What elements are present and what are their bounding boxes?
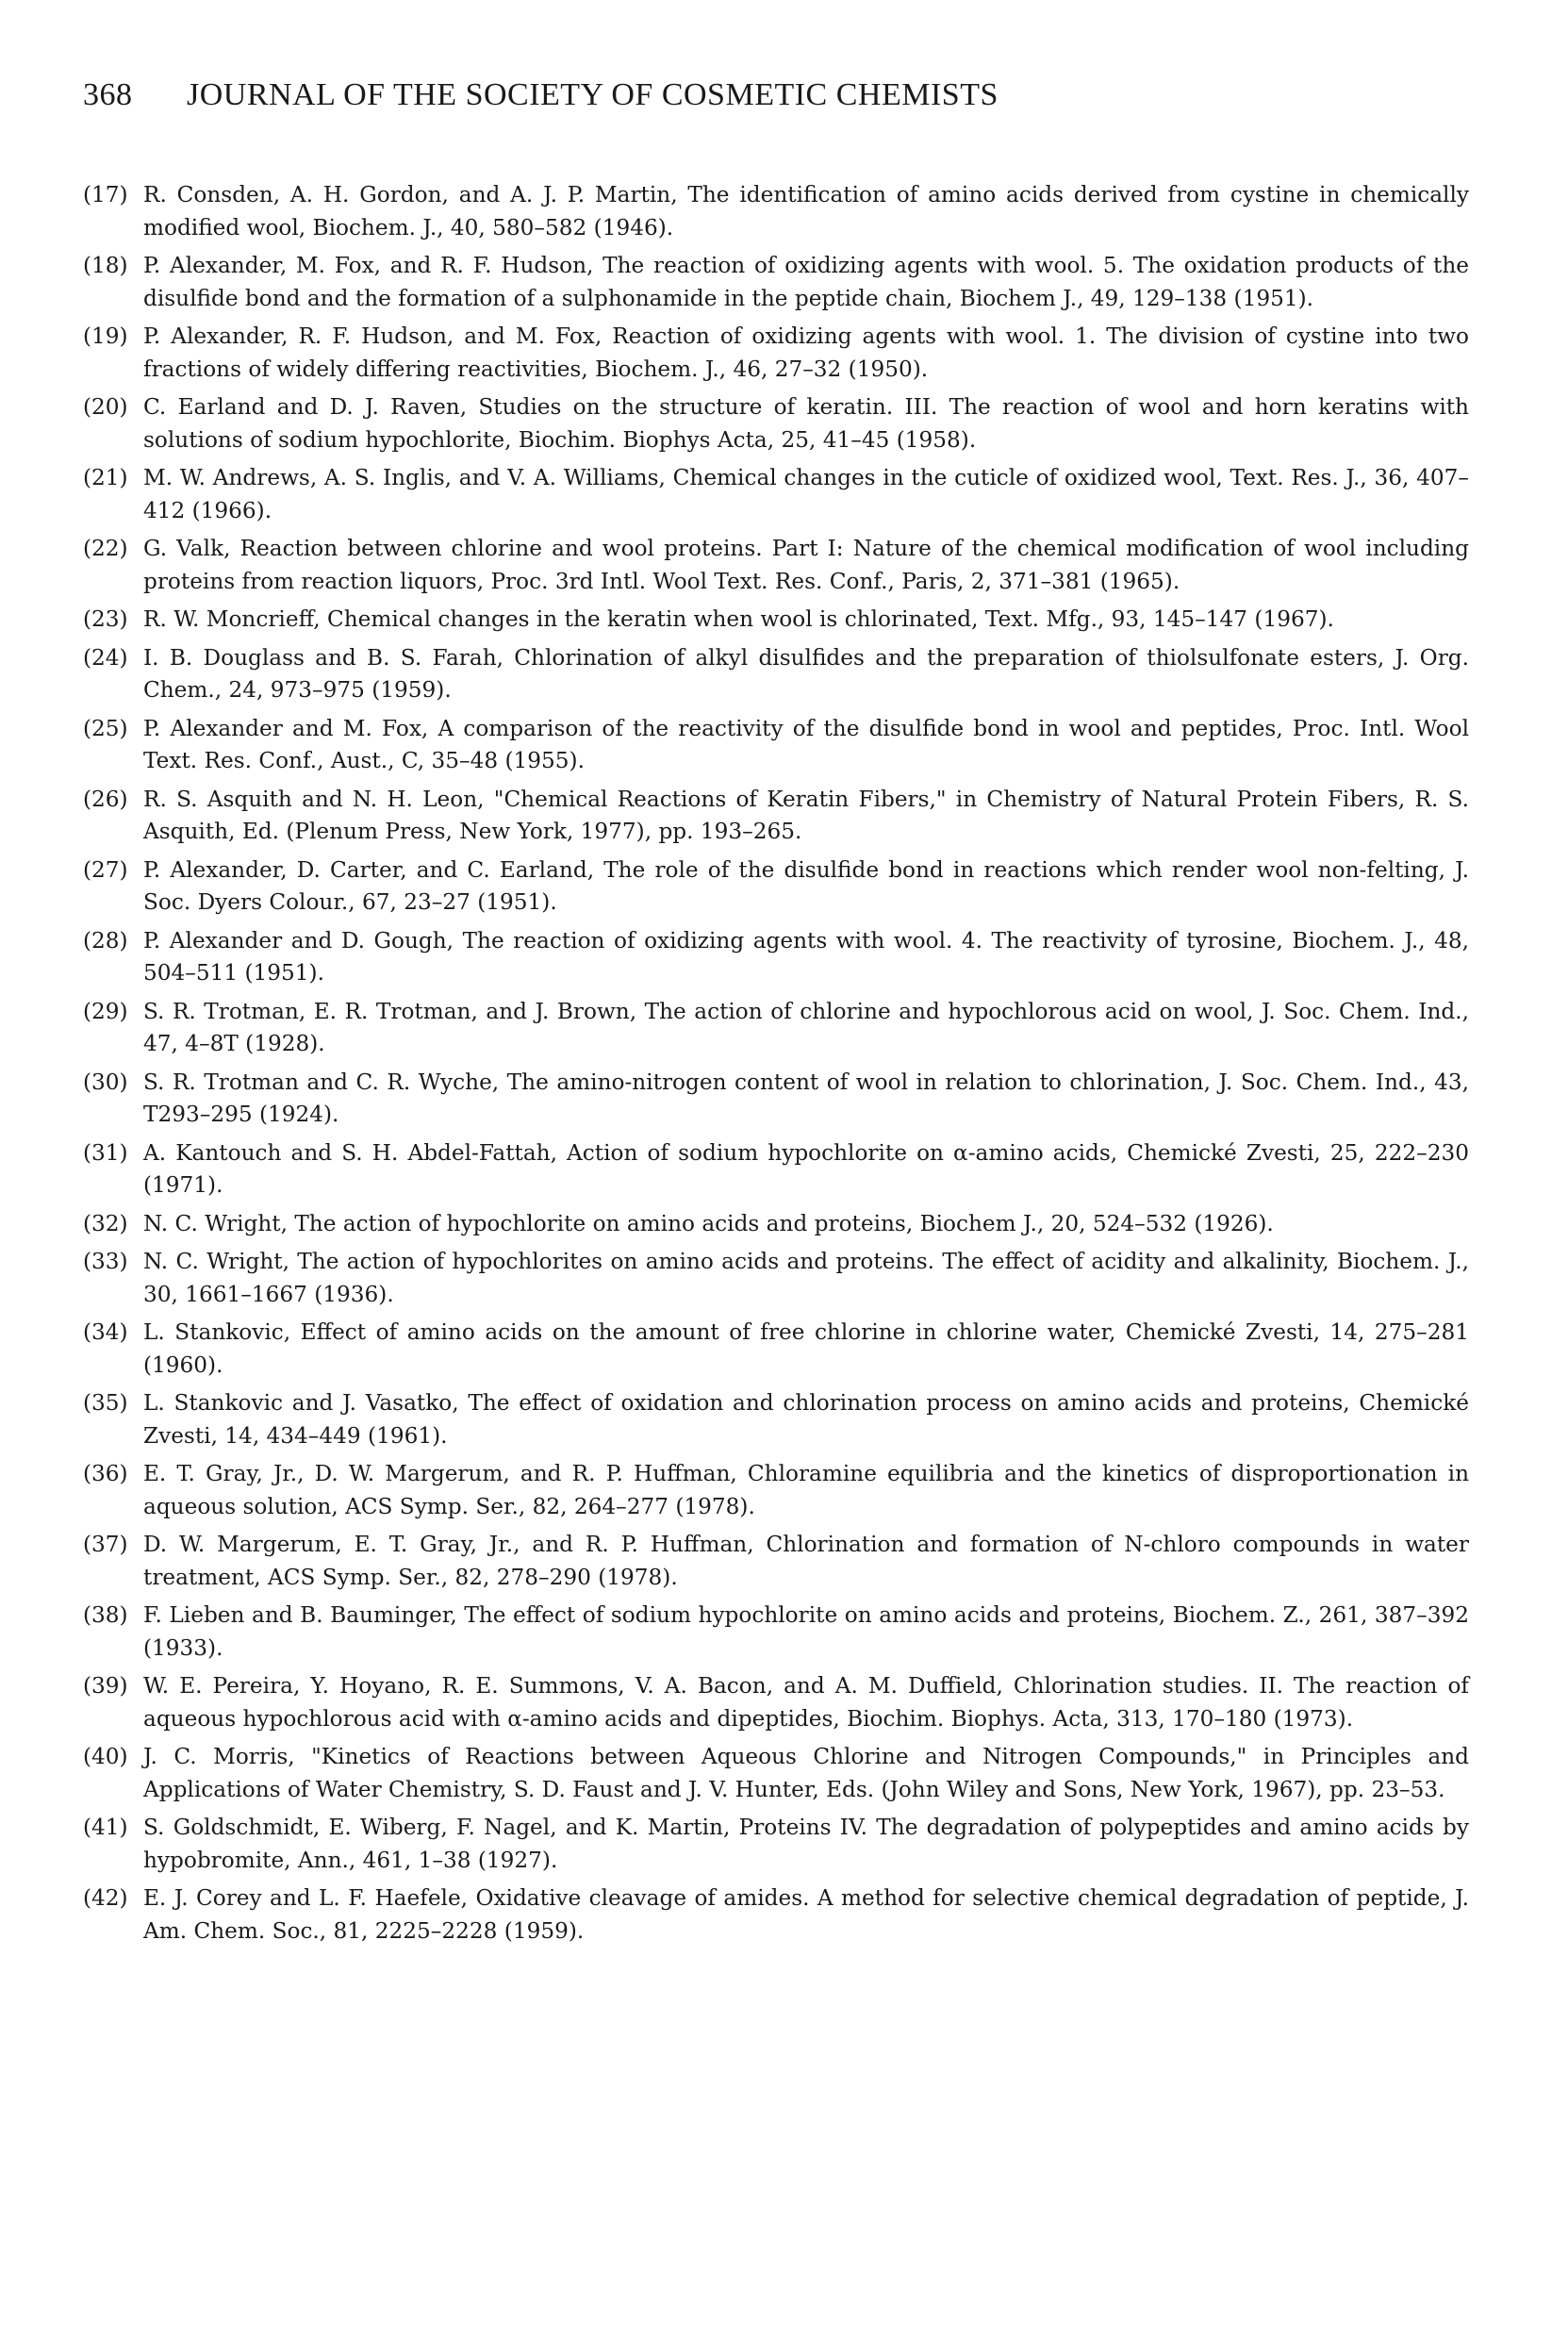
reference-number: (24) <box>83 644 128 671</box>
reference-number: (25) <box>83 715 128 741</box>
reference-text: R. Consden, A. H. Gordon, and A. J. P. Martin, The identification of amino acids derived from cystine in chemically modified wool, Biochem. J., 40, 580–582 (1946). <box>143 182 1469 240</box>
reference-item <box>83 1387 1469 1452</box>
reference-item <box>83 713 1469 778</box>
reference-text: J. C. Morris, "Kinetics of Reactions between Aqueous Chlorine and Nitrogen Compounds," in Principles and Applications of Water Chemistry, S. D. Faust and J. V. Hunter, Eds. (John Wiley and Sons, New York, 1967), pp. 23–53. <box>143 1744 1469 1802</box>
reference-item <box>83 1812 1469 1877</box>
reference-item <box>83 925 1469 990</box>
page-number: 368 <box>83 77 133 112</box>
reference-number: (36) <box>83 1461 128 1486</box>
reference-text: R. W. Moncrieff, Chemical changes in the keratin when wool is chlorinated, Text. Mfg., 93, 145–147 (1967). <box>143 606 1334 632</box>
reference-number: (31) <box>83 1139 128 1166</box>
reference-text: L. Stankovic, Effect of amino acids on the amount of free chlorine in chlorine water, Chemické Zvesti, 14, 275–281 (1960). <box>143 1319 1469 1378</box>
reference-item <box>83 1670 1469 1735</box>
reference-text: I. B. Douglass and B. S. Farah, Chlorination of alkyl disulfides and the preparation of thiolsulfonate esters, J. Org. Chem., 24, 973–975 (1959). <box>143 644 1469 703</box>
reference-number: (41) <box>83 1815 128 1840</box>
reference-item <box>83 321 1469 386</box>
reference-number: (18) <box>83 253 128 278</box>
reference-item <box>83 996 1469 1061</box>
reference-text: M. W. Andrews, A. S. Inglis, and V. A. Williams, Chemical changes in the cuticle of oxidized wool, Text. Res. J., 36, 407–412 (1966). <box>143 465 1469 523</box>
reference-text: L. Stankovic and J. Vasatko, The effect of oxidation and chlorination process on amino acids and proteins, Chemické Zvesti, 14, 434–449 (1961). <box>143 1390 1469 1449</box>
reference-item <box>83 1317 1469 1382</box>
reference-number: (39) <box>83 1673 128 1699</box>
reference-number: (33) <box>83 1249 128 1274</box>
journal-title: JOURNAL OF THE SOCIETY OF COSMETIC CHEMISTS <box>187 77 999 112</box>
reference-item <box>83 642 1469 707</box>
reference-item <box>83 1067 1469 1132</box>
page-header <box>83 77 1497 123</box>
reference-item <box>83 391 1469 456</box>
reference-text: S. R. Trotman and C. R. Wyche, The amino-nitrogen content of wool in relation to chlorination, J. Soc. Chem. Ind., 43, T293–295 (1924). <box>143 1069 1469 1127</box>
reference-text: N. C. Wright, The action of hypochlorites on amino acids and proteins. The effect of acidity and alkalinity, Biochem. J., 30, 1661–1667 (1936). <box>143 1249 1469 1307</box>
reference-item <box>83 784 1469 849</box>
reference-number: (22) <box>83 536 128 561</box>
reference-item <box>83 1600 1469 1665</box>
reference-text: C. Earland and D. J. Raven, Studies on the structure of keratin. III. The reaction of wool and horn keratins with solutions of sodium hypochlorite, Biochim. Biophys Acta, 25, 41–45 (1958). <box>143 394 1469 453</box>
reference-number: (17) <box>83 182 128 207</box>
reference-text: N. C. Wright, The action of hypochlorite on amino acids and proteins, Biochem J., 20, 524–532 (1926). <box>143 1210 1274 1236</box>
reference-text: E. J. Corey and L. F. Haefele, Oxidative cleavage of amides. A method for selective chemical degradation of peptide, J. Am. Chem. Soc., 81, 2225–2228 (1959). <box>143 1885 1469 1944</box>
reference-number: (26) <box>83 786 128 812</box>
reference-text: S. R. Trotman, E. R. Trotman, and J. Brown, The action of chlorine and hypochlorous acid on wool, J. Soc. Chem. Ind., 47, 4–8T (1928). <box>143 998 1469 1056</box>
reference-text: P. Alexander, M. Fox, and R. F. Hudson, The reaction of oxidizing agents with wool. 5. The oxidation products of the disulfide bond and the formation of a sulphonamide in the peptide chain, Biochem J., 49, 129–138 (1951). <box>143 253 1469 311</box>
reference-list <box>83 179 1469 1953</box>
reference-item <box>83 1882 1469 1948</box>
reference-number: (32) <box>83 1210 128 1236</box>
reference-text: G. Valk, Reaction between chlorine and wool proteins. Part I: Nature of the chemical modification of wool including proteins from reaction liquors, Proc. 3rd Intl. Wool Text. Res. Conf., Paris, 2, 371–381 (1965). <box>143 536 1469 594</box>
reference-item <box>83 1246 1469 1311</box>
reference-number: (40) <box>83 1744 128 1769</box>
reference-item <box>83 1137 1469 1202</box>
reference-item <box>83 250 1469 315</box>
reference-number: (34) <box>83 1319 128 1345</box>
reference-number: (27) <box>83 856 128 883</box>
reference-number: (37) <box>83 1532 128 1557</box>
reference-text: D. W. Margerum, E. T. Gray, Jr., and R. P. Huffman, Chlorination and formation of N-chloro compounds in water treatment, ACS Symp. Ser., 82, 278–290 (1978). <box>143 1532 1469 1590</box>
reference-number: (28) <box>83 927 128 953</box>
reference-number: (42) <box>83 1885 128 1911</box>
reference-text: S. Goldschmidt, E. Wiberg, F. Nagel, and K. Martin, Proteins IV. The degradation of polypeptides and amino acids by hypobromite, Ann., 461, 1–38 (1927). <box>143 1815 1469 1873</box>
reference-number: (38) <box>83 1602 128 1628</box>
reference-text: A. Kantouch and S. H. Abdel-Fattah, Action of sodium hypochlorite on α-amino acids, Chemické Zvesti, 25, 222–230 (1971). <box>143 1139 1469 1198</box>
reference-number: (20) <box>83 394 128 420</box>
reference-text: P. Alexander and D. Gough, The reaction of oxidizing agents with wool. 4. The reactivity of tyrosine, Biochem. J., 48, 504–511 (1951). <box>143 927 1469 986</box>
reference-number: (23) <box>83 606 128 632</box>
reference-text: P. Alexander, R. F. Hudson, and M. Fox, Reaction of oxidizing agents with wool. 1. The division of cystine into two fractions of widely differing reactivities, Biochem. J., 46, 27–32 (1950). <box>143 323 1469 382</box>
reference-number: (29) <box>83 998 128 1024</box>
reference-number: (35) <box>83 1390 128 1416</box>
reference-item <box>83 1458 1469 1523</box>
reference-number: (30) <box>83 1069 128 1095</box>
reference-item <box>83 533 1469 598</box>
reference-item <box>83 854 1469 920</box>
reference-item <box>83 1208 1469 1241</box>
reference-text: W. E. Pereira, Y. Hoyano, R. E. Summons, V. A. Bacon, and A. M. Duffield, Chlorination studies. II. The reaction of aqueous hypochlorous acid with α-amino acids and dipeptides, Biochim. Biophys. Acta, 313, 170–180 (1973). <box>143 1673 1469 1732</box>
reference-text: E. T. Gray, Jr., D. W. Margerum, and R. P. Huffman, Chloramine equilibria and the kinetics of disproportionation in aqueous solution, ACS Symp. Ser., 82, 264–277 (1978). <box>143 1461 1469 1519</box>
reference-text: R. S. Asquith and N. H. Leon, "Chemical Reactions of Keratin Fibers," in Chemistry of Natural Protein Fibers, R. S. Asquith, Ed. (Plenum Press, New York, 1977), pp. 193–265. <box>143 786 1469 844</box>
reference-item <box>83 1741 1469 1806</box>
reference-item <box>83 462 1469 527</box>
reference-number: (19) <box>83 323 128 349</box>
reference-item <box>83 179 1469 244</box>
reference-text: F. Lieben and B. Bauminger, The effect of sodium hypochlorite on amino acids and proteins, Biochem. Z., 261, 387–392 (1933). <box>143 1602 1469 1661</box>
reference-number: (21) <box>83 465 128 490</box>
reference-text: P. Alexander, D. Carter, and C. Earland, The role of the disulfide bond in reactions which render wool non-felting, J. Soc. Dyers Colour., 67, 23–27 (1951). <box>143 856 1469 915</box>
reference-item <box>83 604 1469 637</box>
reference-text: P. Alexander and M. Fox, A comparison of the reactivity of the disulfide bond in wool and peptides, Proc. Intl. Wool Text. Res. Conf., Aust., C, 35–48 (1955). <box>143 715 1469 773</box>
reference-item <box>83 1529 1469 1594</box>
